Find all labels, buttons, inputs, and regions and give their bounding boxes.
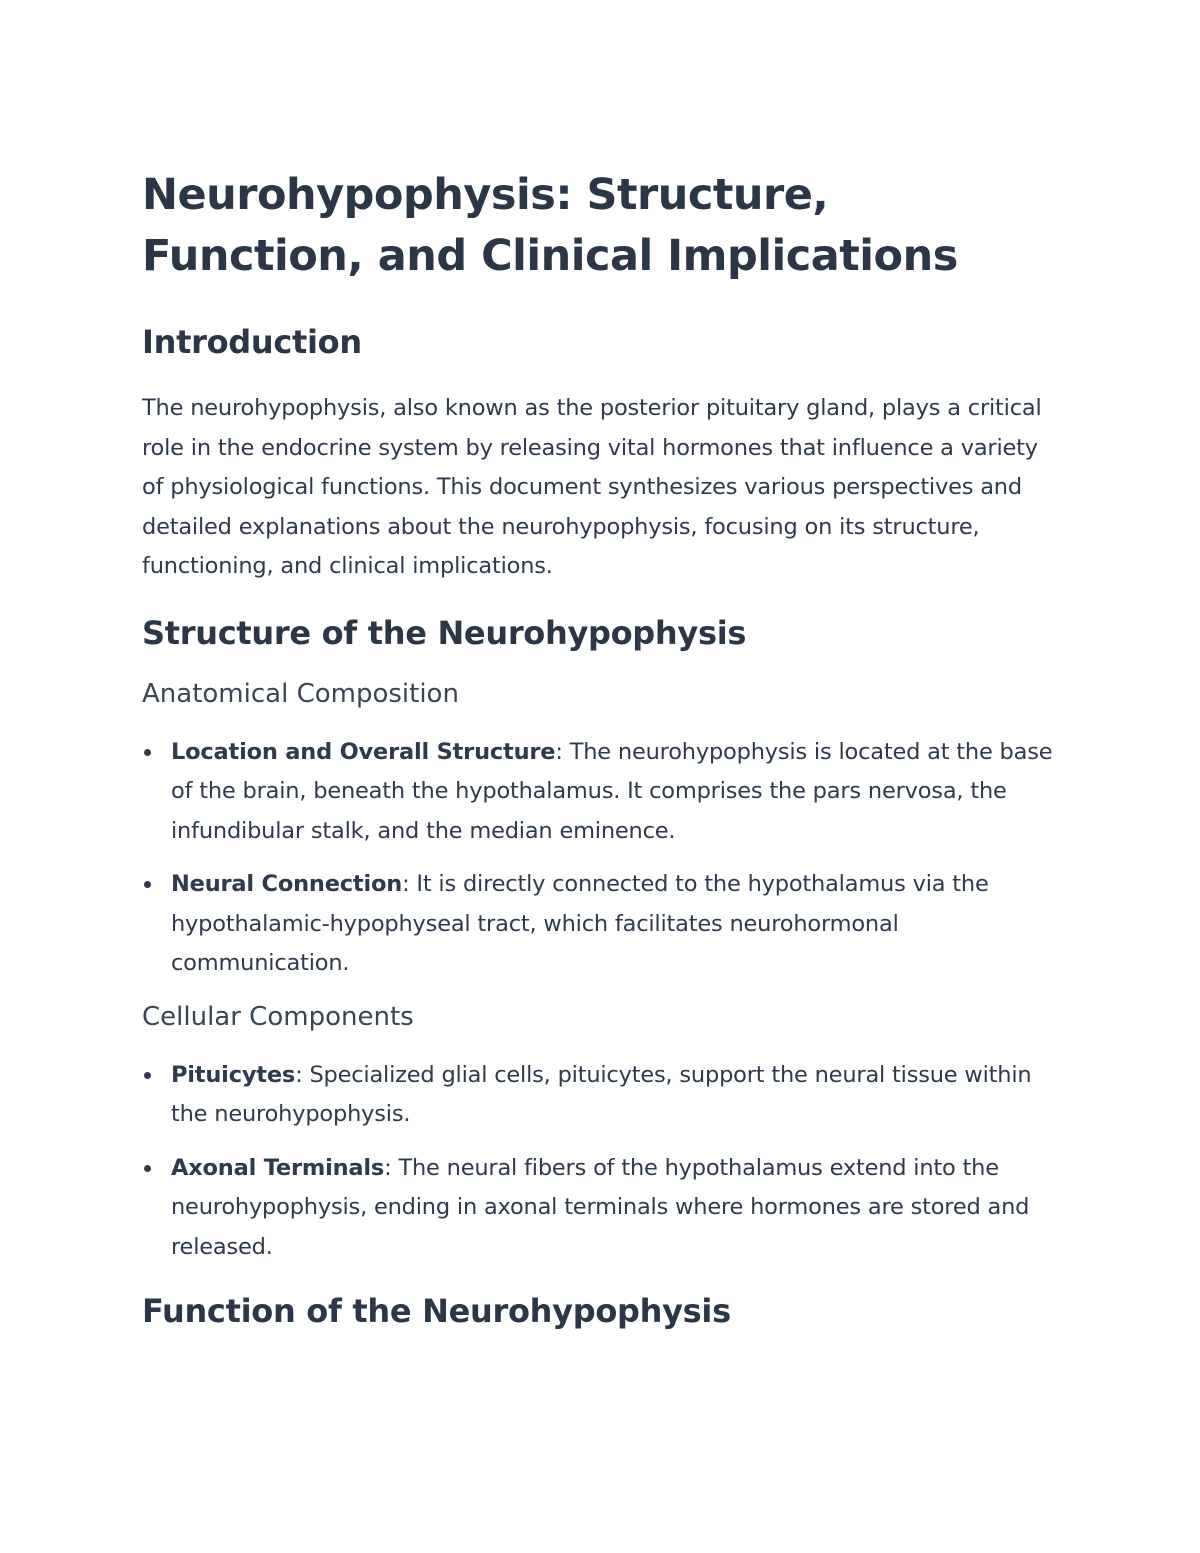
document-page	[142, 165, 1062, 1331]
section-heading-structure: Structure of the Neurohypophysis	[142, 613, 747, 652]
list-item-text: : The neurohypophysis is located at the base of the brain, beneath the hypothalamus. It comprises the pars nervosa, the infundibular stalk, and the median eminence.	[171, 738, 1053, 844]
list-item-text: : The neural fibers of the hypothalamus extend into the neurohypophysis, ending in axonal terminals where hormones are stored and released.	[171, 1154, 1030, 1260]
list-item-text: : It is directly connected to the hypothalamus via the hypothalamic-hypophyseal tract, which facilitates neurohormonal communication.	[171, 871, 989, 976]
bullet-icon	[144, 749, 151, 756]
list-item	[142, 1056, 1062, 1135]
bullet-icon	[144, 1165, 151, 1172]
cellular-components-list	[142, 1056, 1062, 1268]
list-item-text: : Specialized glial cells, pituicytes, support the neural tissue within the neurohypophysis.	[171, 1061, 1032, 1127]
bullet-icon	[144, 1072, 151, 1079]
anatomical-composition-list	[142, 733, 1062, 984]
document-title: Neurohypophysis: Structure, Function, and Clinical Implications	[142, 170, 958, 281]
section-heading-introduction: Introduction	[142, 323, 362, 361]
list-item-term: Location and Overall Structure	[171, 738, 556, 765]
list-item	[142, 733, 1062, 852]
list-item-term: Axonal Terminals	[171, 1154, 385, 1181]
section-heading-function: Function of the Neurohypophysis	[142, 1292, 731, 1330]
subsection-heading-anatomical-composition: Anatomical Composition	[142, 678, 459, 709]
list-item-term: Neural Connection	[171, 871, 403, 897]
subsection-heading-cellular-components: Cellular Components	[142, 1001, 414, 1032]
list-item-term: Pituicytes	[171, 1061, 296, 1088]
list-item	[142, 865, 1062, 984]
introduction-paragraph: The neurohypophysis, also known as the posterior pituitary gland, plays a critical role in the endocrine system by releasing vital hormones that influence a variety of physiological functions. This document synthesizes various perspectives and detailed explanations about the neurohypophysis, focusing on its structure, functioning, and clinical implications.	[142, 395, 1042, 579]
bullet-icon	[144, 881, 151, 888]
list-item	[142, 1149, 1062, 1268]
